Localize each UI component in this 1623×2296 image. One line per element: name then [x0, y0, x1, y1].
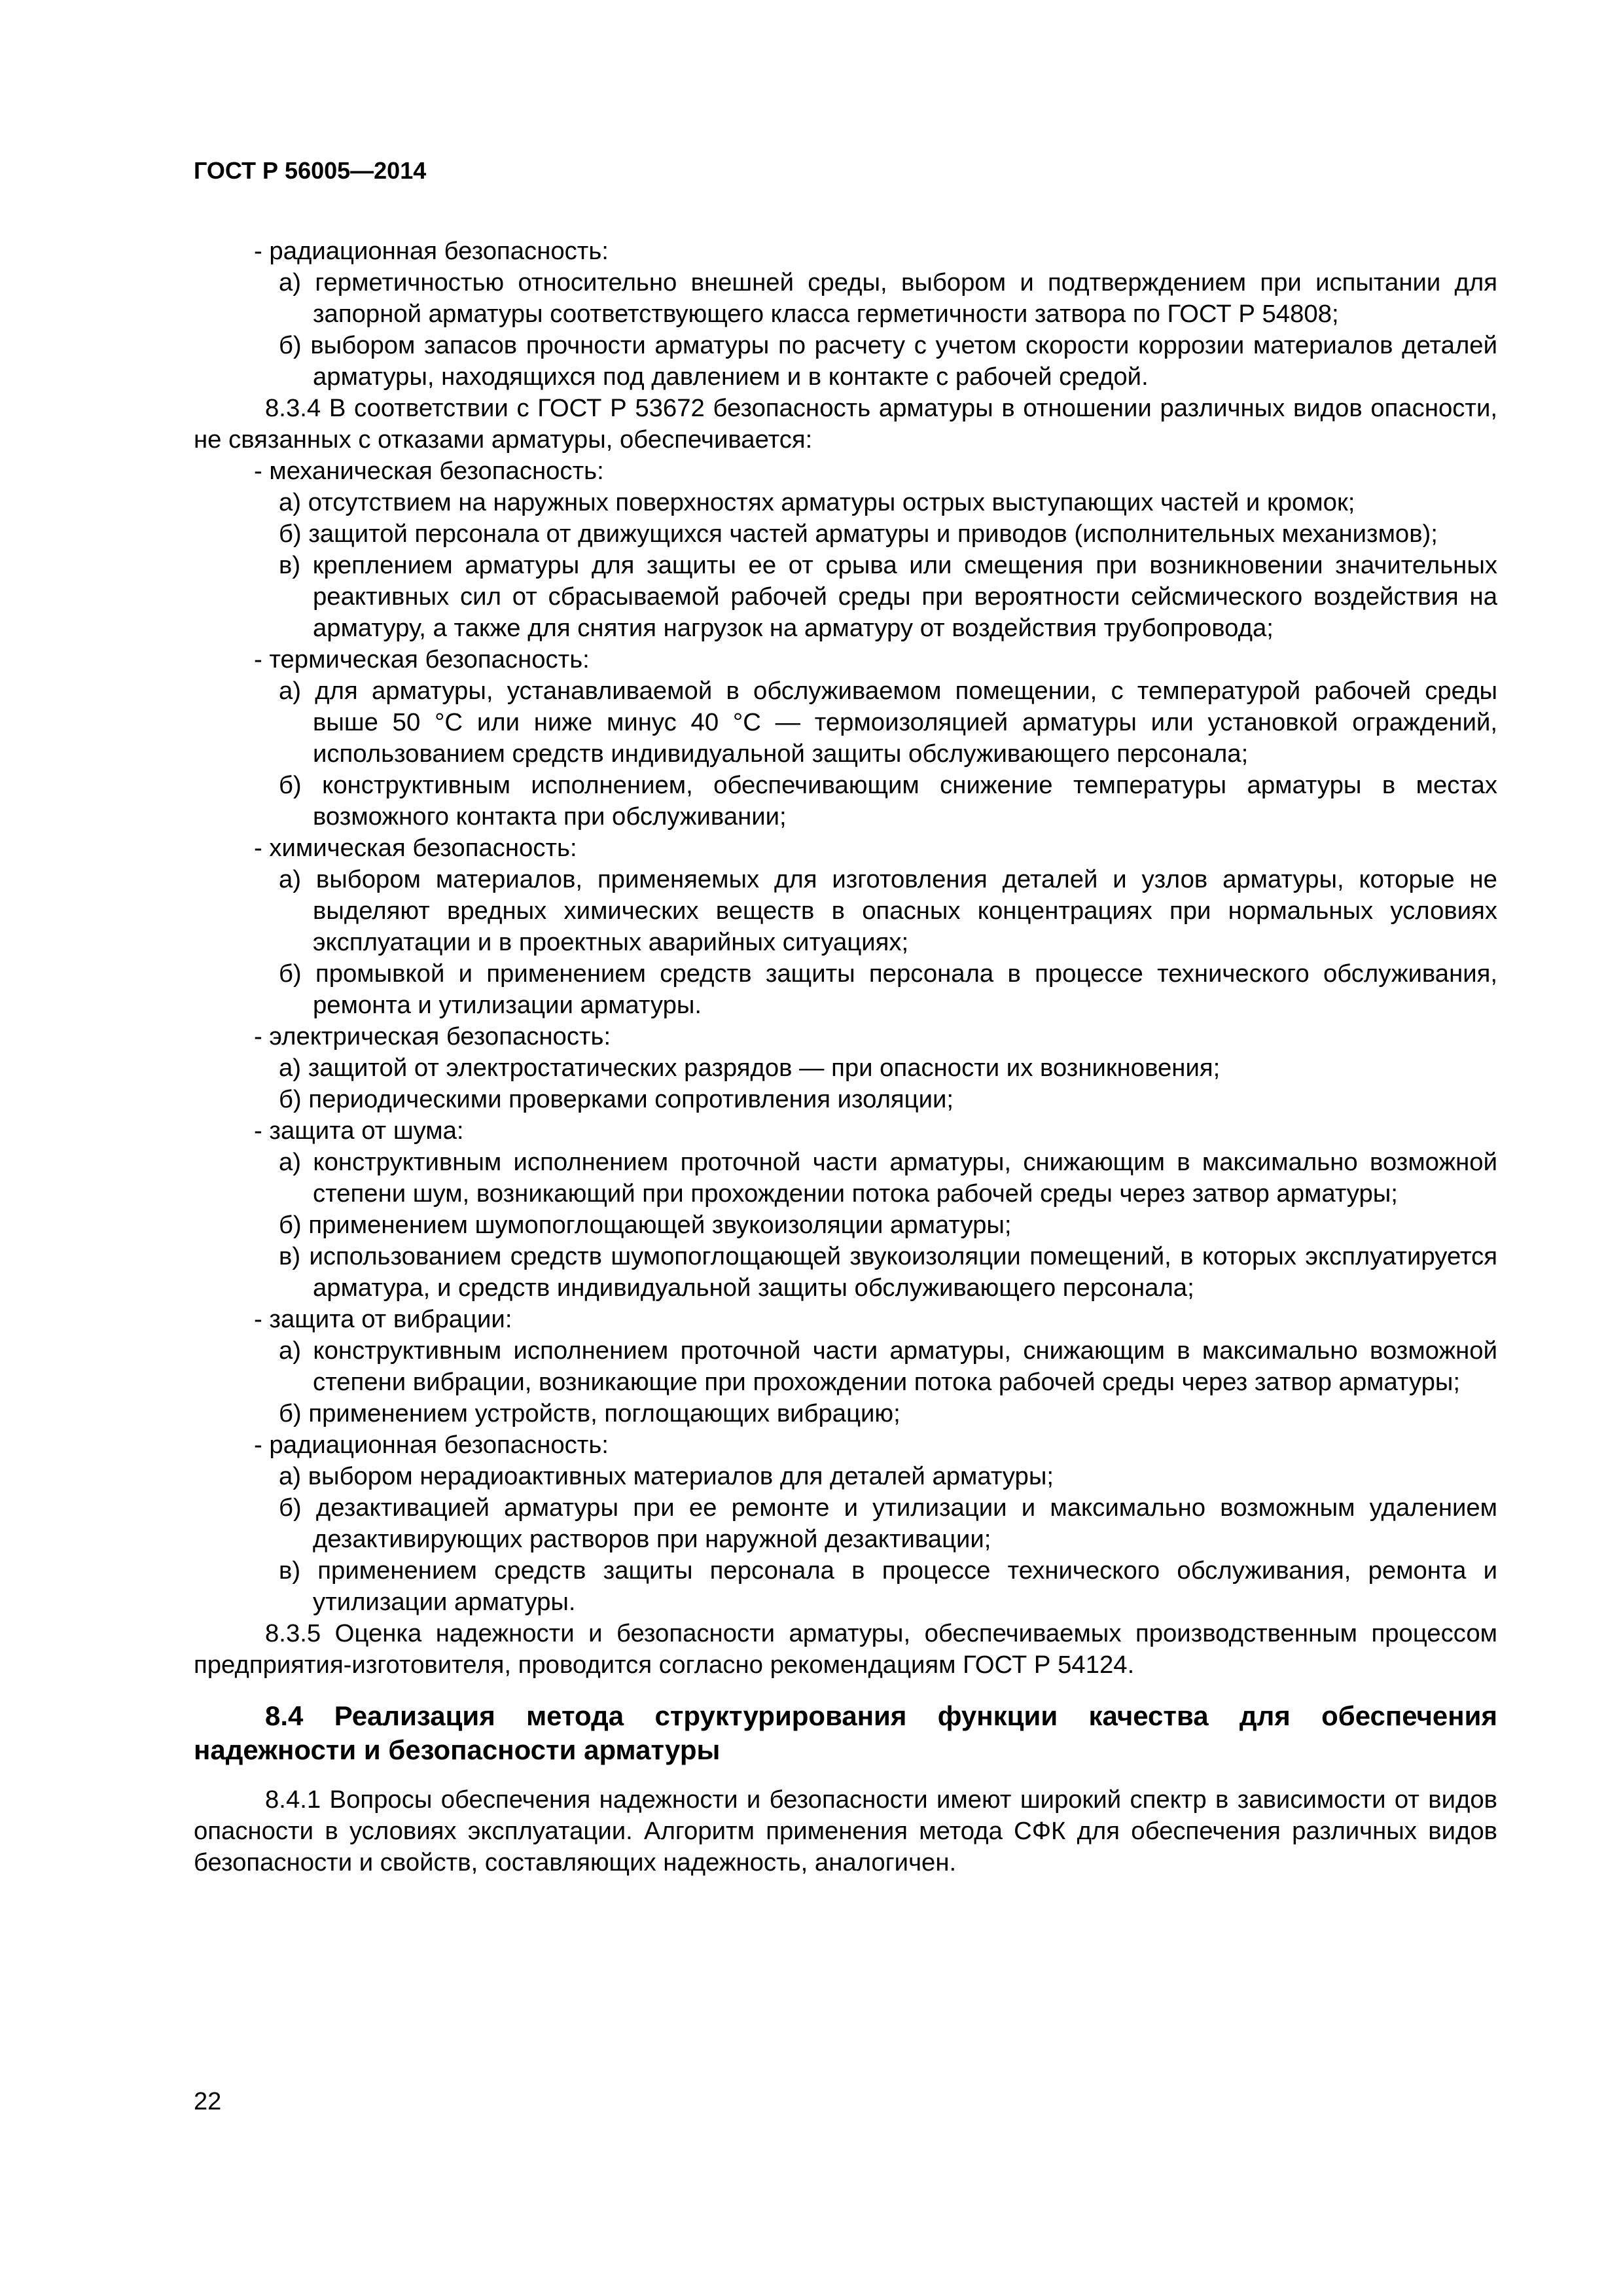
list-item: а) конструктивным исполнением проточной части арматуры, снижающим в максимально возможной степени шум, возникающий при прохождении потока рабочей среды через затвор арматуры;: [279, 1148, 1497, 1208]
list-item: а) для арматуры, устанавливаемой в обслуживаемом помещении, с температурой рабочей среды выше 50 °С или ниже минус 40 °С — термоизоляцией арматуры или установкой ограждений, использованием средств индивидуальной защиты обслуживающего персонала;: [279, 677, 1497, 768]
safety-category-heading: - механическая безопасность:: [254, 457, 604, 485]
safety-category-heading: - электрическая безопасность:: [254, 1022, 611, 1050]
list-item: б) выбором запасов прочности арматуры по расчету с учетом скорости коррозии материалов деталей арматуры, находящихся под давлением и в контакте с рабочей средой.: [279, 331, 1497, 391]
list-item: б) конструктивным исполнением, обеспечивающим снижение температуры арматуры в местах возможного контакта при обслуживании;: [279, 771, 1497, 831]
list-item: а) герметичностью относительно внешней среды, выбором и подтверждением при испытании для запорной арматуры соответствующего класса герметичности затвора по ГОСТ Р 54808;: [279, 268, 1497, 328]
safety-category-heading: - радиационная безопасность:: [254, 237, 609, 265]
list-item: в) креплением арматуры для защиты ее от срыва или смещения при возникновении значительных реактивных сил от сбрасываемой рабочей среды при вероятности сейсмического воздействия на арматуру, а также для снятия нагрузок на арматуру от воздействия трубопровода;: [279, 551, 1497, 642]
list-item: а) конструктивным исполнением проточной части арматуры, снижающим в максимально возможной степени вибрации, возникающие при прохождении потока рабочей среды через затвор арматуры;: [279, 1336, 1497, 1396]
safety-category-heading: - защита от шума:: [254, 1117, 464, 1145]
safety-category-heading: - химическая безопасность:: [254, 834, 577, 862]
list-item: а) отсутствием на наружных поверхностях арматуры острых выступающих частей и кромок;: [279, 488, 1355, 516]
safety-category-heading: - радиационная безопасность:: [254, 1431, 609, 1459]
list-item: б) применением устройств, поглощающих вибрацию;: [279, 1399, 901, 1427]
document-standard-code: ГОСТ Р 56005—2014: [194, 157, 427, 184]
list-item: б) защитой персонала от движущихся частей арматуры и приводов (исполнительных механизмов);: [279, 520, 1438, 548]
list-item: б) дезактивацией арматуры при ее ремонте и утилизации и максимально возможным удалением дезактивирующих растворов при наружной дезактивации;: [279, 1494, 1497, 1553]
section-heading: 8.4 Реализация метода структурирования функции качества для обеспечения надежности и безопасности арматуры: [194, 1700, 1497, 1765]
list-item: в) применением средств защиты персонала в процессе технического обслуживания, ремонта и утилизации арматуры.: [279, 1556, 1497, 1616]
safety-category-heading: - термическая безопасность:: [254, 645, 590, 673]
list-item: б) промывкой и применением средств защиты персонала в процессе технического обслуживания, ремонта и утилизации арматуры.: [279, 960, 1497, 1019]
list-item: а) защитой от электростатических разрядов — при опасности их возникновения;: [279, 1054, 1221, 1082]
list-item: б) периодическими проверками сопротивления изоляции;: [279, 1085, 954, 1113]
list-item: в) использованием средств шумопоглощающей звукоизоляции помещений, в которых эксплуатируется арматура, и средств индивидуальной защиты обслуживающего персонала;: [279, 1242, 1497, 1302]
paragraph: 8.4.1 Вопросы обеспечения надежности и безопасности имеют широкий спектр в зависимости от видов опасности в условиях эксплуатации. Алгоритм применения метода СФК для обеспечения различных видов безопасности и свойств, составляющих надежность, аналогичен.: [194, 1785, 1497, 1876]
list-item: а) выбором материалов, применяемых для изготовления деталей и узлов арматуры, которые не выделяют вредных химических веществ в опасных концентрациях при нормальных условиях эксплуатации и в проектных аварийных ситуациях;: [279, 865, 1497, 956]
page-number: 22: [194, 2088, 222, 2115]
list-item: а) выбором нерадиоактивных материалов для деталей арматуры;: [279, 1462, 1054, 1490]
safety-category-heading: - защита от вибрации:: [254, 1305, 512, 1333]
list-item: б) применением шумопоглощающей звукоизоляции арматуры;: [279, 1211, 1012, 1239]
paragraph: 8.3.5 Оценка надежности и безопасности арматуры, обеспечиваемых производственным процессом предприятия-изготовителя, проводится согласно рекомендациям ГОСТ Р 54124.: [194, 1619, 1497, 1679]
document-body: [194, 236, 1497, 1878]
paragraph: 8.3.4 В соответствии с ГОСТ Р 53672 безопасность арматуры в отношении различных видов опасности, не связанных с отказами арматуры, обеспечивается:: [194, 394, 1497, 454]
